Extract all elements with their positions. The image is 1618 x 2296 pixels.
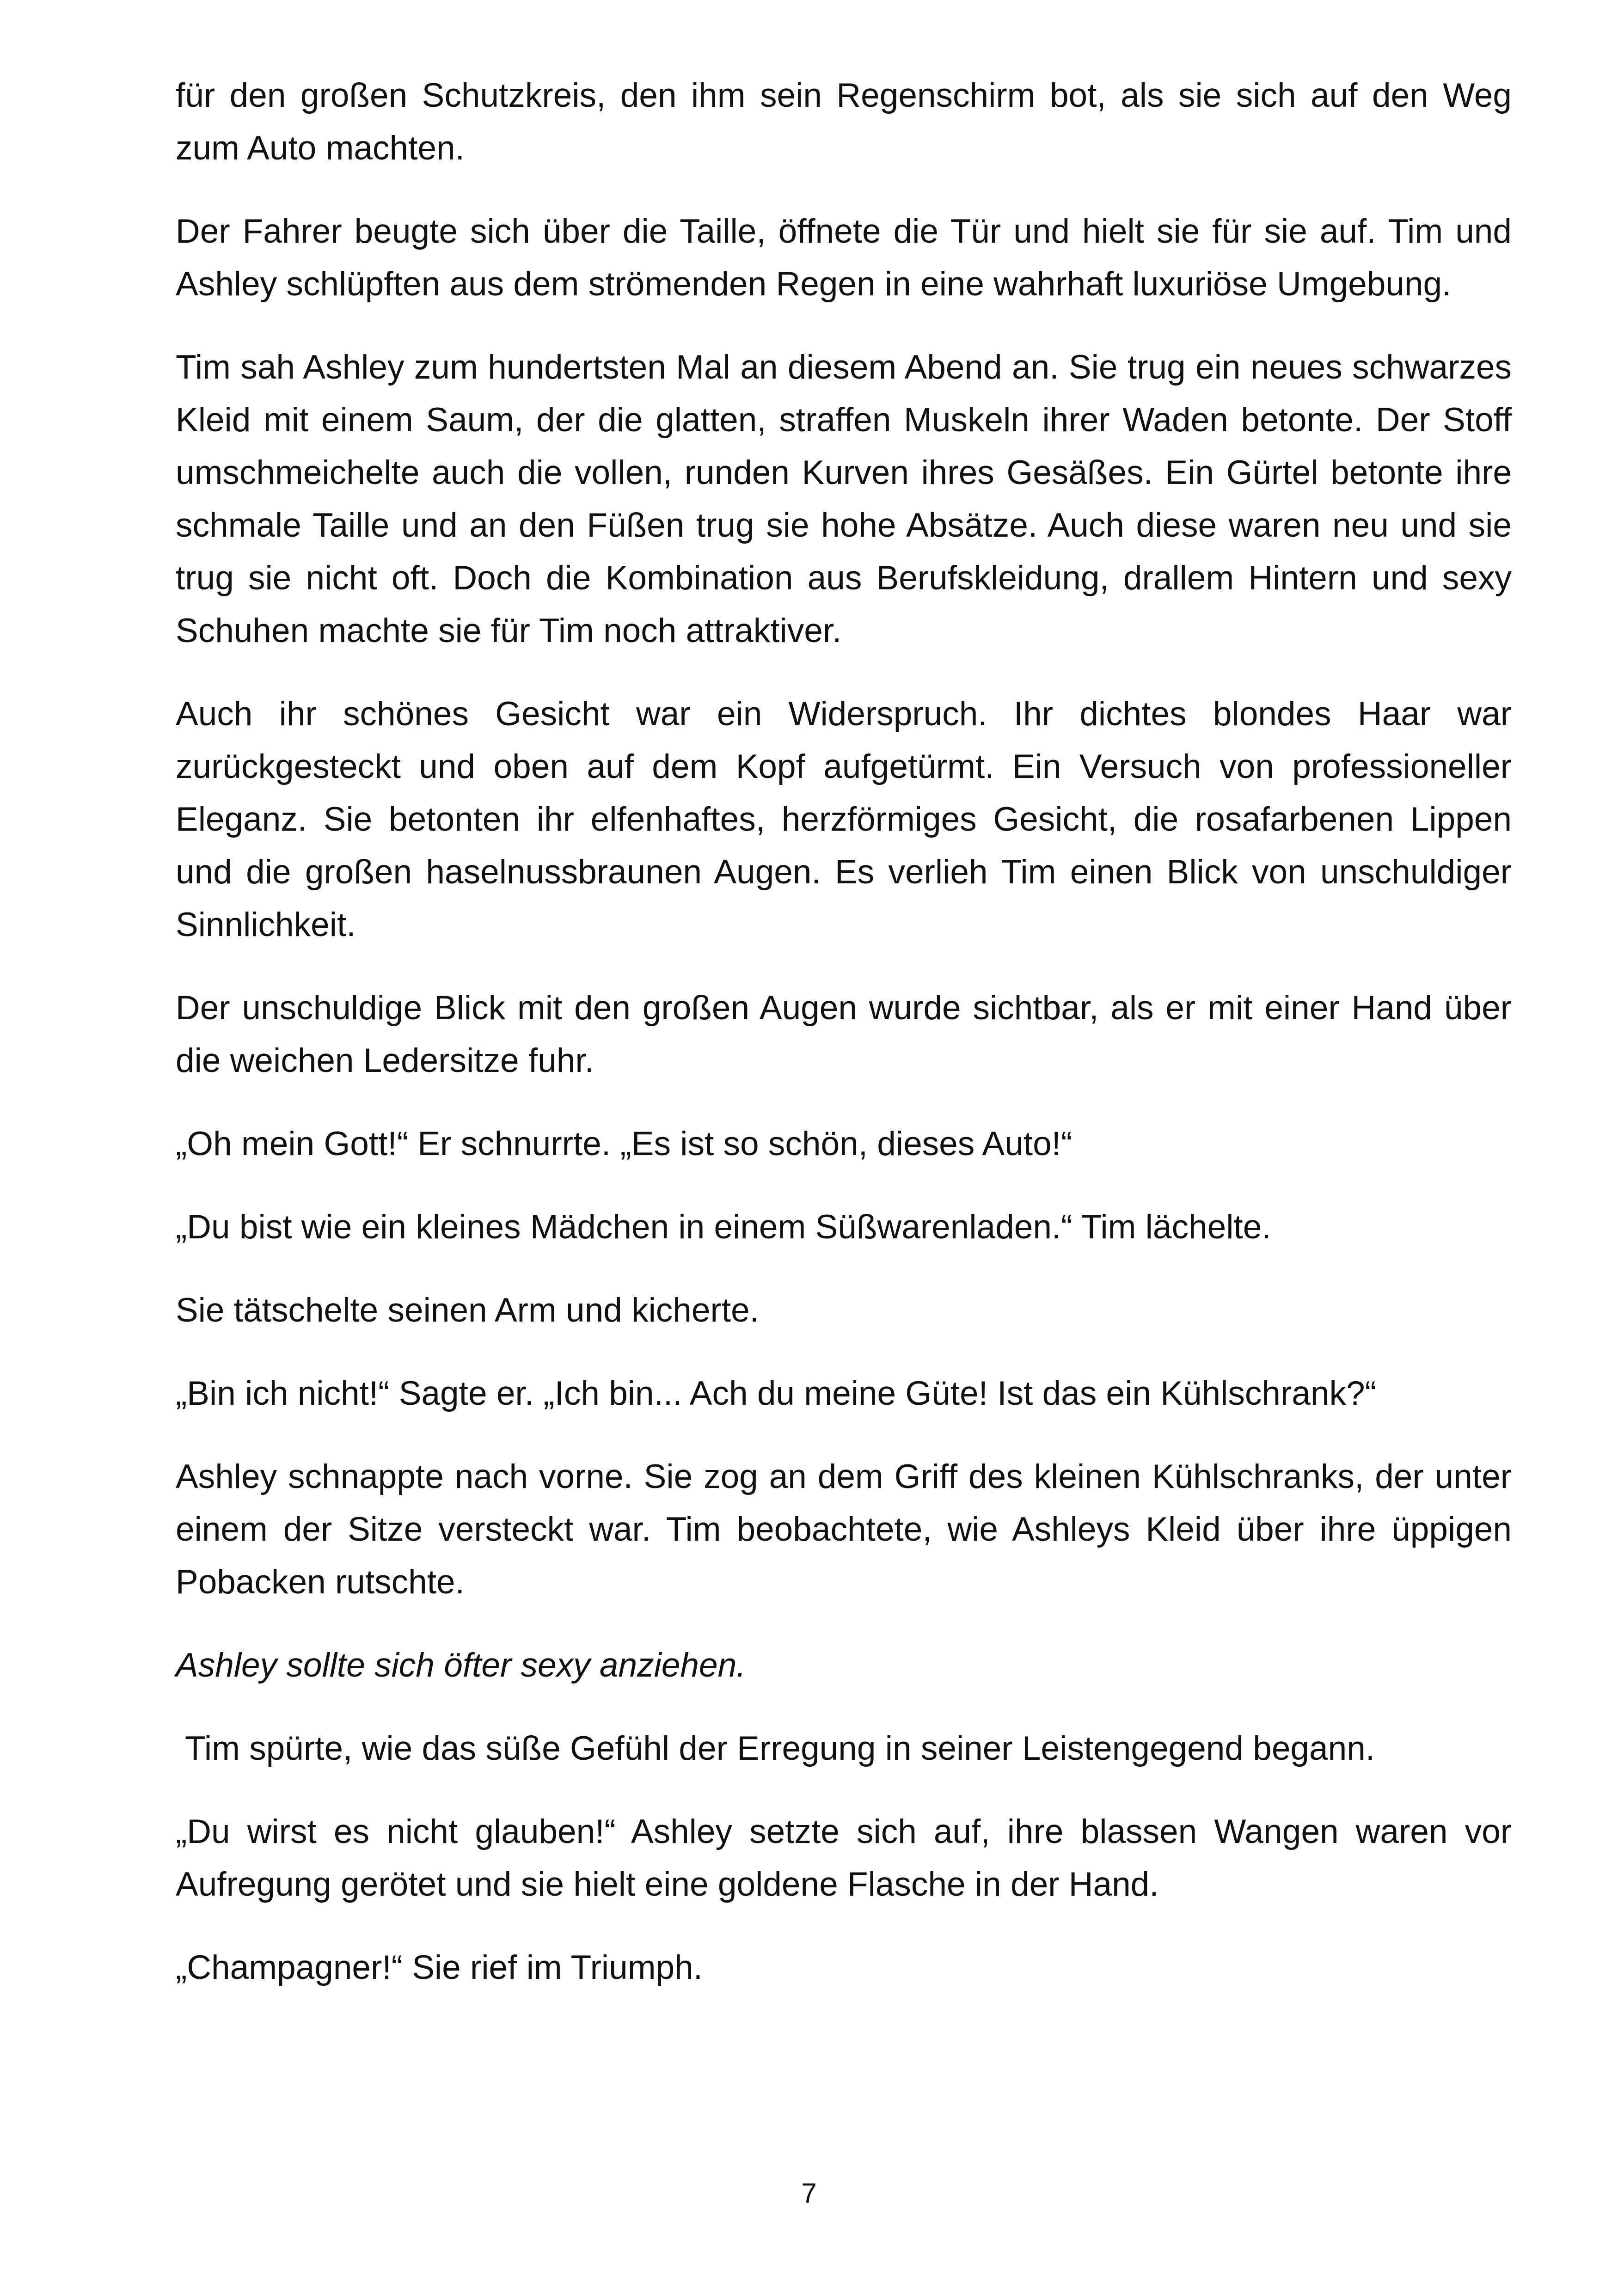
body-text — [176, 69, 1512, 2025]
paragraph-12: Tim spürte, wie das süße Gefühl der Erregung in seiner Leistengegend begann. — [185, 1730, 1375, 1767]
paragraph-13: „Du wirst es nicht glauben!“ Ashley setzte sich auf, ihre blassen Wangen waren vor Aufregung gerötet und sie hielt eine goldene Flasche in der Hand. — [176, 1813, 1512, 1903]
paragraph-6: „Oh mein Gott!“ Er schnurrte. „Es ist so schön, dieses Auto!“ — [176, 1125, 1073, 1163]
paragraph-14: „Champagner!“ Sie rief im Triumph. — [176, 1949, 703, 1986]
paragraph-3: Tim sah Ashley zum hundertsten Mal an diesem Abend an. Sie trug ein neues schwarzes Kleid mit einem Saum, der die glatten, straffen Muskeln ihrer Waden betonte. Der Stoff umschmeichelte auch die vollen, runden Kurven ihres Gesäßes. Ein Gürtel betonte ihre schmale Taille und an den Füßen trug sie hohe Absätze. Auch diese waren neu und sie trug sie nicht oft. Doch die Kombination aus Berufskleidung, drallem Hintern und sexy Schuhen machte sie für Tim noch attraktiver. — [176, 349, 1512, 649]
paragraph-8: Sie tätschelte seinen Arm und kicherte. — [176, 1292, 759, 1329]
paragraph-5: Der unschuldige Blick mit den großen Augen wurde sichtbar, als er mit einer Hand über die weichen Ledersitze fuhr. — [176, 989, 1512, 1079]
paragraph-10: Ashley schnappte nach vorne. Sie zog an dem Griff des kleinen Kühlschranks, der unter einem der Sitze versteckt war. Tim beobachtete, wie Ashleys Kleid über ihre üppigen Pobacken rutschte. — [176, 1458, 1512, 1601]
page-number: 7 — [801, 2178, 817, 2209]
paragraph-9: „Bin ich nicht!“ Sagte er. „Ich bin... Ach du meine Güte! Ist das ein Kühlschrank?“ — [176, 1375, 1376, 1412]
paragraph-7: „Du bist wie ein kleines Mädchen in einem Süßwarenladen.“ Tim lächelte. — [176, 1208, 1271, 1246]
paragraph-2: Der Fahrer beugte sich über die Taille, öffnete die Tür und hielt sie für sie auf. Tim und Ashley schlüpften aus dem strömenden Regen in eine wahrhaft luxuriöse Umgebung. — [176, 213, 1512, 303]
paragraph-11-thought: Ashley sollte sich öfter sexy anziehen. — [176, 1647, 746, 1684]
paragraph-1: für den großen Schutzkreis, den ihm sein Regenschirm bot, als sie sich auf den Weg zum Auto machten. — [176, 77, 1512, 167]
paragraph-4: Auch ihr schönes Gesicht war ein Widerspruch. Ihr dichtes blondes Haar war zurückgesteckt und oben auf dem Kopf aufgetürmt. Ein Versuch von professioneller Eleganz. Sie betonten ihr elfenhaftes, herzförmiges Gesicht, die rosafarbenen Lippen und die großen haselnussbraunen Augen. Es verlieh Tim einen Blick von unschuldiger Sinnlichkeit. — [176, 695, 1512, 943]
